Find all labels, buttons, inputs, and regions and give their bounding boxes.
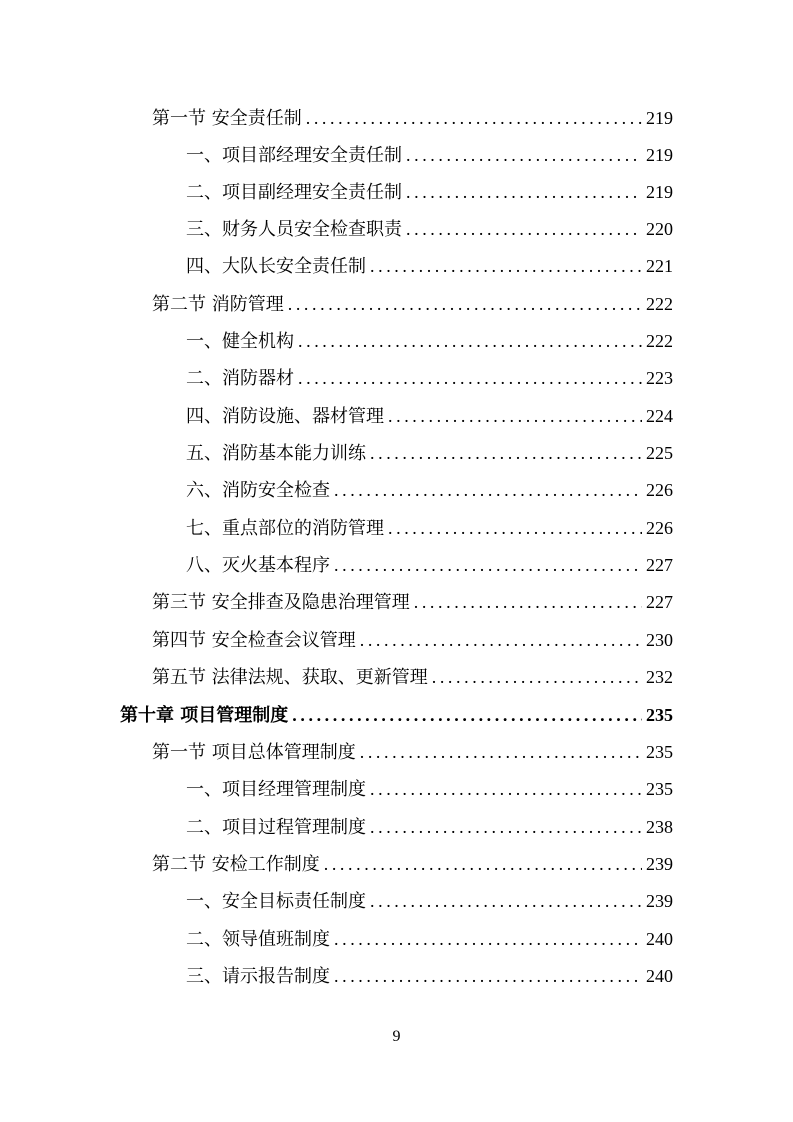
toc-entry-label: 四、大队长安全责任制: [186, 256, 366, 277]
toc-entry-label: 一、安全目标责任制度: [186, 891, 366, 912]
toc-leader-dots: [360, 622, 642, 659]
toc-entry-page: 230: [646, 630, 673, 650]
toc-leader-dots: [370, 435, 642, 472]
toc-entry-page: 235: [646, 779, 673, 799]
toc-entry-label: 三、请示报告制度: [186, 966, 330, 987]
toc-entry[interactable]: [186, 809, 673, 846]
toc-entry[interactable]: [186, 883, 673, 920]
toc-leader-dots: [324, 846, 642, 883]
toc-leader-dots: [406, 137, 642, 174]
toc-leader-dots: [292, 697, 642, 734]
toc-entry[interactable]: [152, 584, 673, 621]
toc-leader-dots: [406, 211, 642, 248]
toc-leader-dots: [406, 174, 642, 211]
toc-entry-page: 240: [646, 929, 673, 949]
toc-entry[interactable]: [186, 435, 673, 472]
toc-entry-label: 五、消防基本能力训练: [186, 443, 366, 464]
toc-leader-dots: [432, 659, 642, 696]
toc-entry-page: 235: [646, 705, 673, 725]
toc-entry-label: 七、重点部位的消防管理: [186, 518, 384, 539]
toc-leader-dots: [370, 248, 642, 285]
toc-leader-dots: [298, 360, 642, 397]
toc-leader-dots: [334, 958, 642, 995]
toc-leader-dots: [306, 100, 642, 137]
toc-entry-label: 第二节 消防管理: [152, 294, 284, 315]
toc-entry-label: 一、项目经理管理制度: [186, 779, 366, 800]
toc-entry-label: 一、项目部经理安全责任制: [186, 145, 402, 166]
toc-leader-dots: [298, 323, 642, 360]
toc-leader-dots: [288, 286, 642, 323]
toc-entry-label: 二、领导值班制度: [186, 929, 330, 950]
toc-entry-label: 第三节 安全排查及隐患治理管理: [152, 592, 410, 613]
toc-entry-page: 220: [646, 219, 673, 239]
toc-entry-page: 223: [646, 368, 673, 388]
toc-entry[interactable]: [152, 734, 673, 771]
toc-leader-dots: [370, 771, 642, 808]
toc-entry[interactable]: [152, 846, 673, 883]
toc-leader-dots: [370, 809, 642, 846]
toc-entry-page: 221: [646, 256, 673, 276]
toc-entry[interactable]: [186, 958, 673, 995]
toc-entry-label: 二、项目过程管理制度: [186, 817, 366, 838]
toc-leader-dots: [388, 510, 642, 547]
toc-entry-page: 219: [646, 182, 673, 202]
toc-entry-page: 225: [646, 443, 673, 463]
toc-entry-label: 四、消防设施、器材管理: [186, 406, 384, 427]
toc-leader-dots: [334, 547, 642, 584]
toc-entry-page: 235: [646, 742, 673, 762]
toc-leader-dots: [370, 883, 642, 920]
toc-entry-page: 224: [646, 406, 673, 426]
toc-entry-page: 239: [646, 854, 673, 874]
toc-entry[interactable]: [186, 771, 673, 808]
toc-entry[interactable]: [186, 248, 673, 285]
toc-entry-page: 232: [646, 667, 673, 687]
toc-entry[interactable]: [186, 510, 673, 547]
toc-entry[interactable]: [152, 622, 673, 659]
toc-entry[interactable]: [186, 472, 673, 509]
toc-entry-label: 第十章 项目管理制度: [120, 705, 289, 726]
toc-entry[interactable]: [152, 286, 673, 323]
toc-entry[interactable]: [186, 547, 673, 584]
toc-leader-dots: [334, 921, 642, 958]
toc-entry-label: 八、灭火基本程序: [186, 555, 330, 576]
toc-entry[interactable]: [152, 100, 673, 137]
toc-entry-page: 227: [646, 592, 673, 612]
toc-entry-label: 第二节 安检工作制度: [152, 854, 320, 875]
toc-entry[interactable]: [186, 398, 673, 435]
toc-entry-page: 227: [646, 555, 673, 575]
toc-entry-page: 222: [646, 331, 673, 351]
toc-entry-page: 226: [646, 518, 673, 538]
toc-entry-page: 238: [646, 817, 673, 837]
toc-entry-page: 240: [646, 966, 673, 986]
toc-entry[interactable]: [186, 137, 673, 174]
toc-entry[interactable]: [186, 174, 673, 211]
toc-entry-label: 六、消防安全检查: [186, 480, 330, 501]
toc-entry-page: 222: [646, 294, 673, 314]
toc-entry[interactable]: [186, 211, 673, 248]
toc-entry-label: 第五节 法律法规、获取、更新管理: [152, 667, 428, 688]
toc-entry-label: 一、健全机构: [186, 331, 294, 352]
toc-leader-dots: [414, 584, 642, 621]
toc-leader-dots: [388, 398, 642, 435]
toc-entry-label: 二、项目副经理安全责任制: [186, 182, 402, 203]
toc-chapter-entry[interactable]: [120, 697, 673, 734]
toc-entry-label: 三、财务人员安全检查职责: [186, 219, 402, 240]
toc-entry-page: 219: [646, 108, 673, 128]
toc-entry-label: 第一节 安全责任制: [152, 108, 302, 129]
toc-entry-label: 第四节 安全检查会议管理: [152, 630, 356, 651]
toc-entry[interactable]: [186, 360, 673, 397]
page-number: 9: [392, 1028, 401, 1045]
toc-entry-page: 239: [646, 891, 673, 911]
toc-leader-dots: [334, 472, 642, 509]
toc-entry[interactable]: [186, 323, 673, 360]
toc-entry-page: 226: [646, 480, 673, 500]
toc-entry-label: 第一节 项目总体管理制度: [152, 742, 356, 763]
toc-entry-page: 219: [646, 145, 673, 165]
toc-entry[interactable]: [186, 921, 673, 958]
toc-leader-dots: [360, 734, 642, 771]
toc-entry[interactable]: [152, 659, 673, 696]
toc-entry-label: 二、消防器材: [186, 368, 294, 389]
